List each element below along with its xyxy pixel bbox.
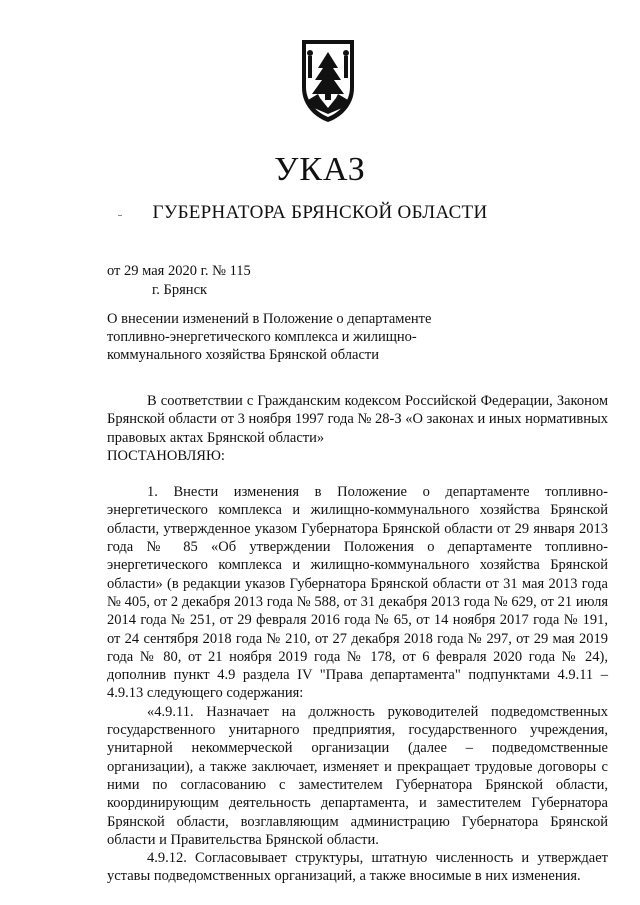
city-line: г. Брянск (152, 282, 208, 298)
document-heading: О внесении изменений в Положение о департаменте топливно-энергетического комплекса и жилищно-коммунального хозяйства Брянской области (107, 311, 432, 363)
date-number-line: от 29 мая 2020 г. № 115 (107, 263, 251, 279)
paragraph-gap (107, 465, 608, 483)
document-title: УКАЗ (274, 151, 366, 188)
document-body (107, 392, 608, 886)
document-subtitle: ГУБЕРНАТОРА БРЯНСКОЙ ОБЛАСТИ (152, 202, 488, 223)
preamble-paragraph: В соответствии с Гражданским кодексом Российской Федерации, Законом Брянской области от 3 ноября 1997 года № 28-З «О законах и иных нормативных правовых актах Брянской области» (107, 393, 608, 446)
paragraph-4-9-11: «4.9.11. Назначает на должность руководителей подведомственных государственного унитарного предприятия, государственного учреждения, унитарной некоммерческой организации (далее – подведомственные организации), а также заключает, изменяет и прекращает трудовые договоры с ними по согласованию с заместителем Губернатора Брянской области, координирующим деятельность департамента, и заместителем Губернатора Брянской области, возглавляющим администрацию Губернатора Брянской области и Правительства Брянской области. (107, 703, 608, 848)
paragraph-1: 1. Внести изменения в Положение о департаменте топливно-энергетического комплекса и жилищно-коммунального хозяйства Брянской области, утвержденное указом Губернатора Брянской области от 29 января 2013 года № 85 «Об утверждении Положения о департаменте топливно-энергетического комплекса и жилищно-коммунального хозяйства Брянской области» (в редакции указов Губернатора Брянской области от 31 мая 2013 года № 405, от 2 декабря 2013 года № 588, от 31 декабря 2013 года № 629, от 21 июля 2014 года № 251, от 29 февраля 2016 года № 65, от 14 ноября 2017 года № 191, от 24 сентября 2018 года № 210, от 27 декабря 2018 года № 297, от 29 мая 2019 года № 80, от 21 ноября 2019 года № 178, от 6 февраля 2020 года № 24), дополнив пункт 4.9 раздела IV "Права департамента" подпунктами 4.9.11 – 4.9.13 следующего содержания: (107, 484, 608, 702)
coat-of-arms-icon (296, 38, 360, 124)
decree-word: ПОСТАНОВЛЯЮ: (107, 447, 225, 464)
paragraph-4-9-12: 4.9.12. Согласовывает структуры, штатную численность и утверждает уставы подведомственных организаций, а также вносимые в них изменения. (107, 850, 608, 885)
